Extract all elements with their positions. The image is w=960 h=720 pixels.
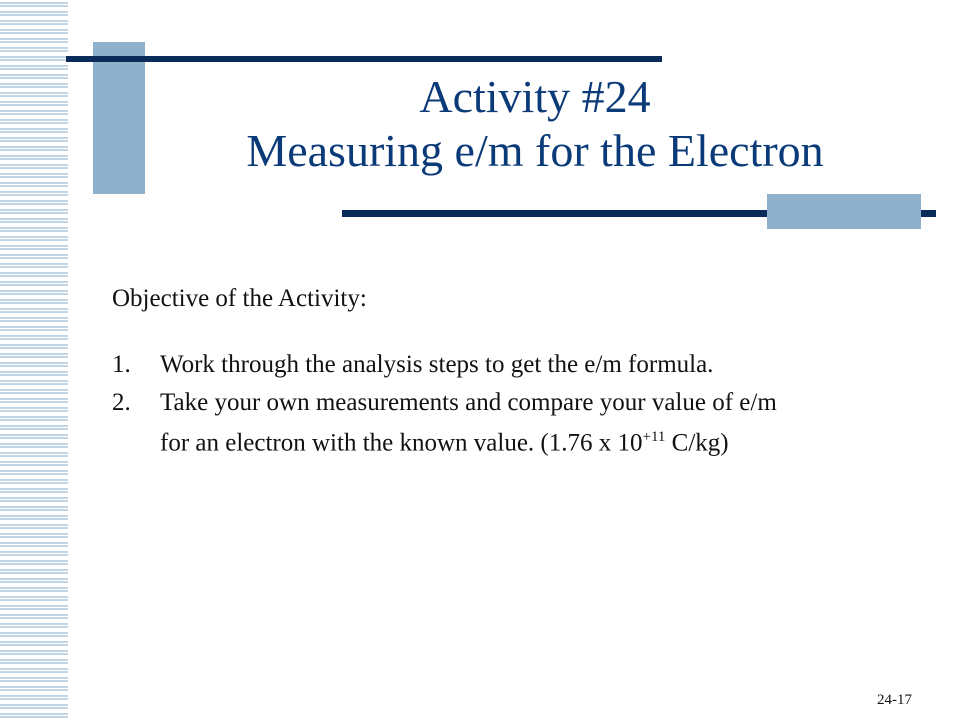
- slide-title-line-2: Measuring e/m for the Electron: [246, 125, 824, 176]
- objective-item-1: [112, 348, 912, 382]
- objective-item-2-line-1: Take your own measurements and compare your value of e/m: [160, 389, 777, 416]
- left-stripe-decoration: [0, 0, 68, 720]
- objective-item-2-exponent: +11: [642, 429, 666, 445]
- objective-item-2-number: 2.: [112, 389, 131, 416]
- objective-item-1-text: Work through the analysis steps to get the e/m formula.: [160, 351, 714, 378]
- slide-body: [112, 282, 912, 460]
- objective-heading: Objective of the Activity:: [112, 285, 367, 312]
- title-rule-top: [66, 56, 662, 62]
- title-accent-block-right: [767, 194, 921, 229]
- objective-item-2-line-2: [160, 420, 912, 460]
- page-number: 24-17: [877, 692, 912, 708]
- title-accent-block: [93, 42, 145, 194]
- objective-item-1-number: 1.: [112, 351, 131, 378]
- objective-item-2-known-value: for an electron with the known value. (1.76 x 10: [160, 429, 643, 457]
- objective-item-2: [112, 386, 912, 460]
- objective-item-2-unit: C/kg): [665, 429, 729, 457]
- slide-title-line-1: Activity #24: [419, 71, 651, 122]
